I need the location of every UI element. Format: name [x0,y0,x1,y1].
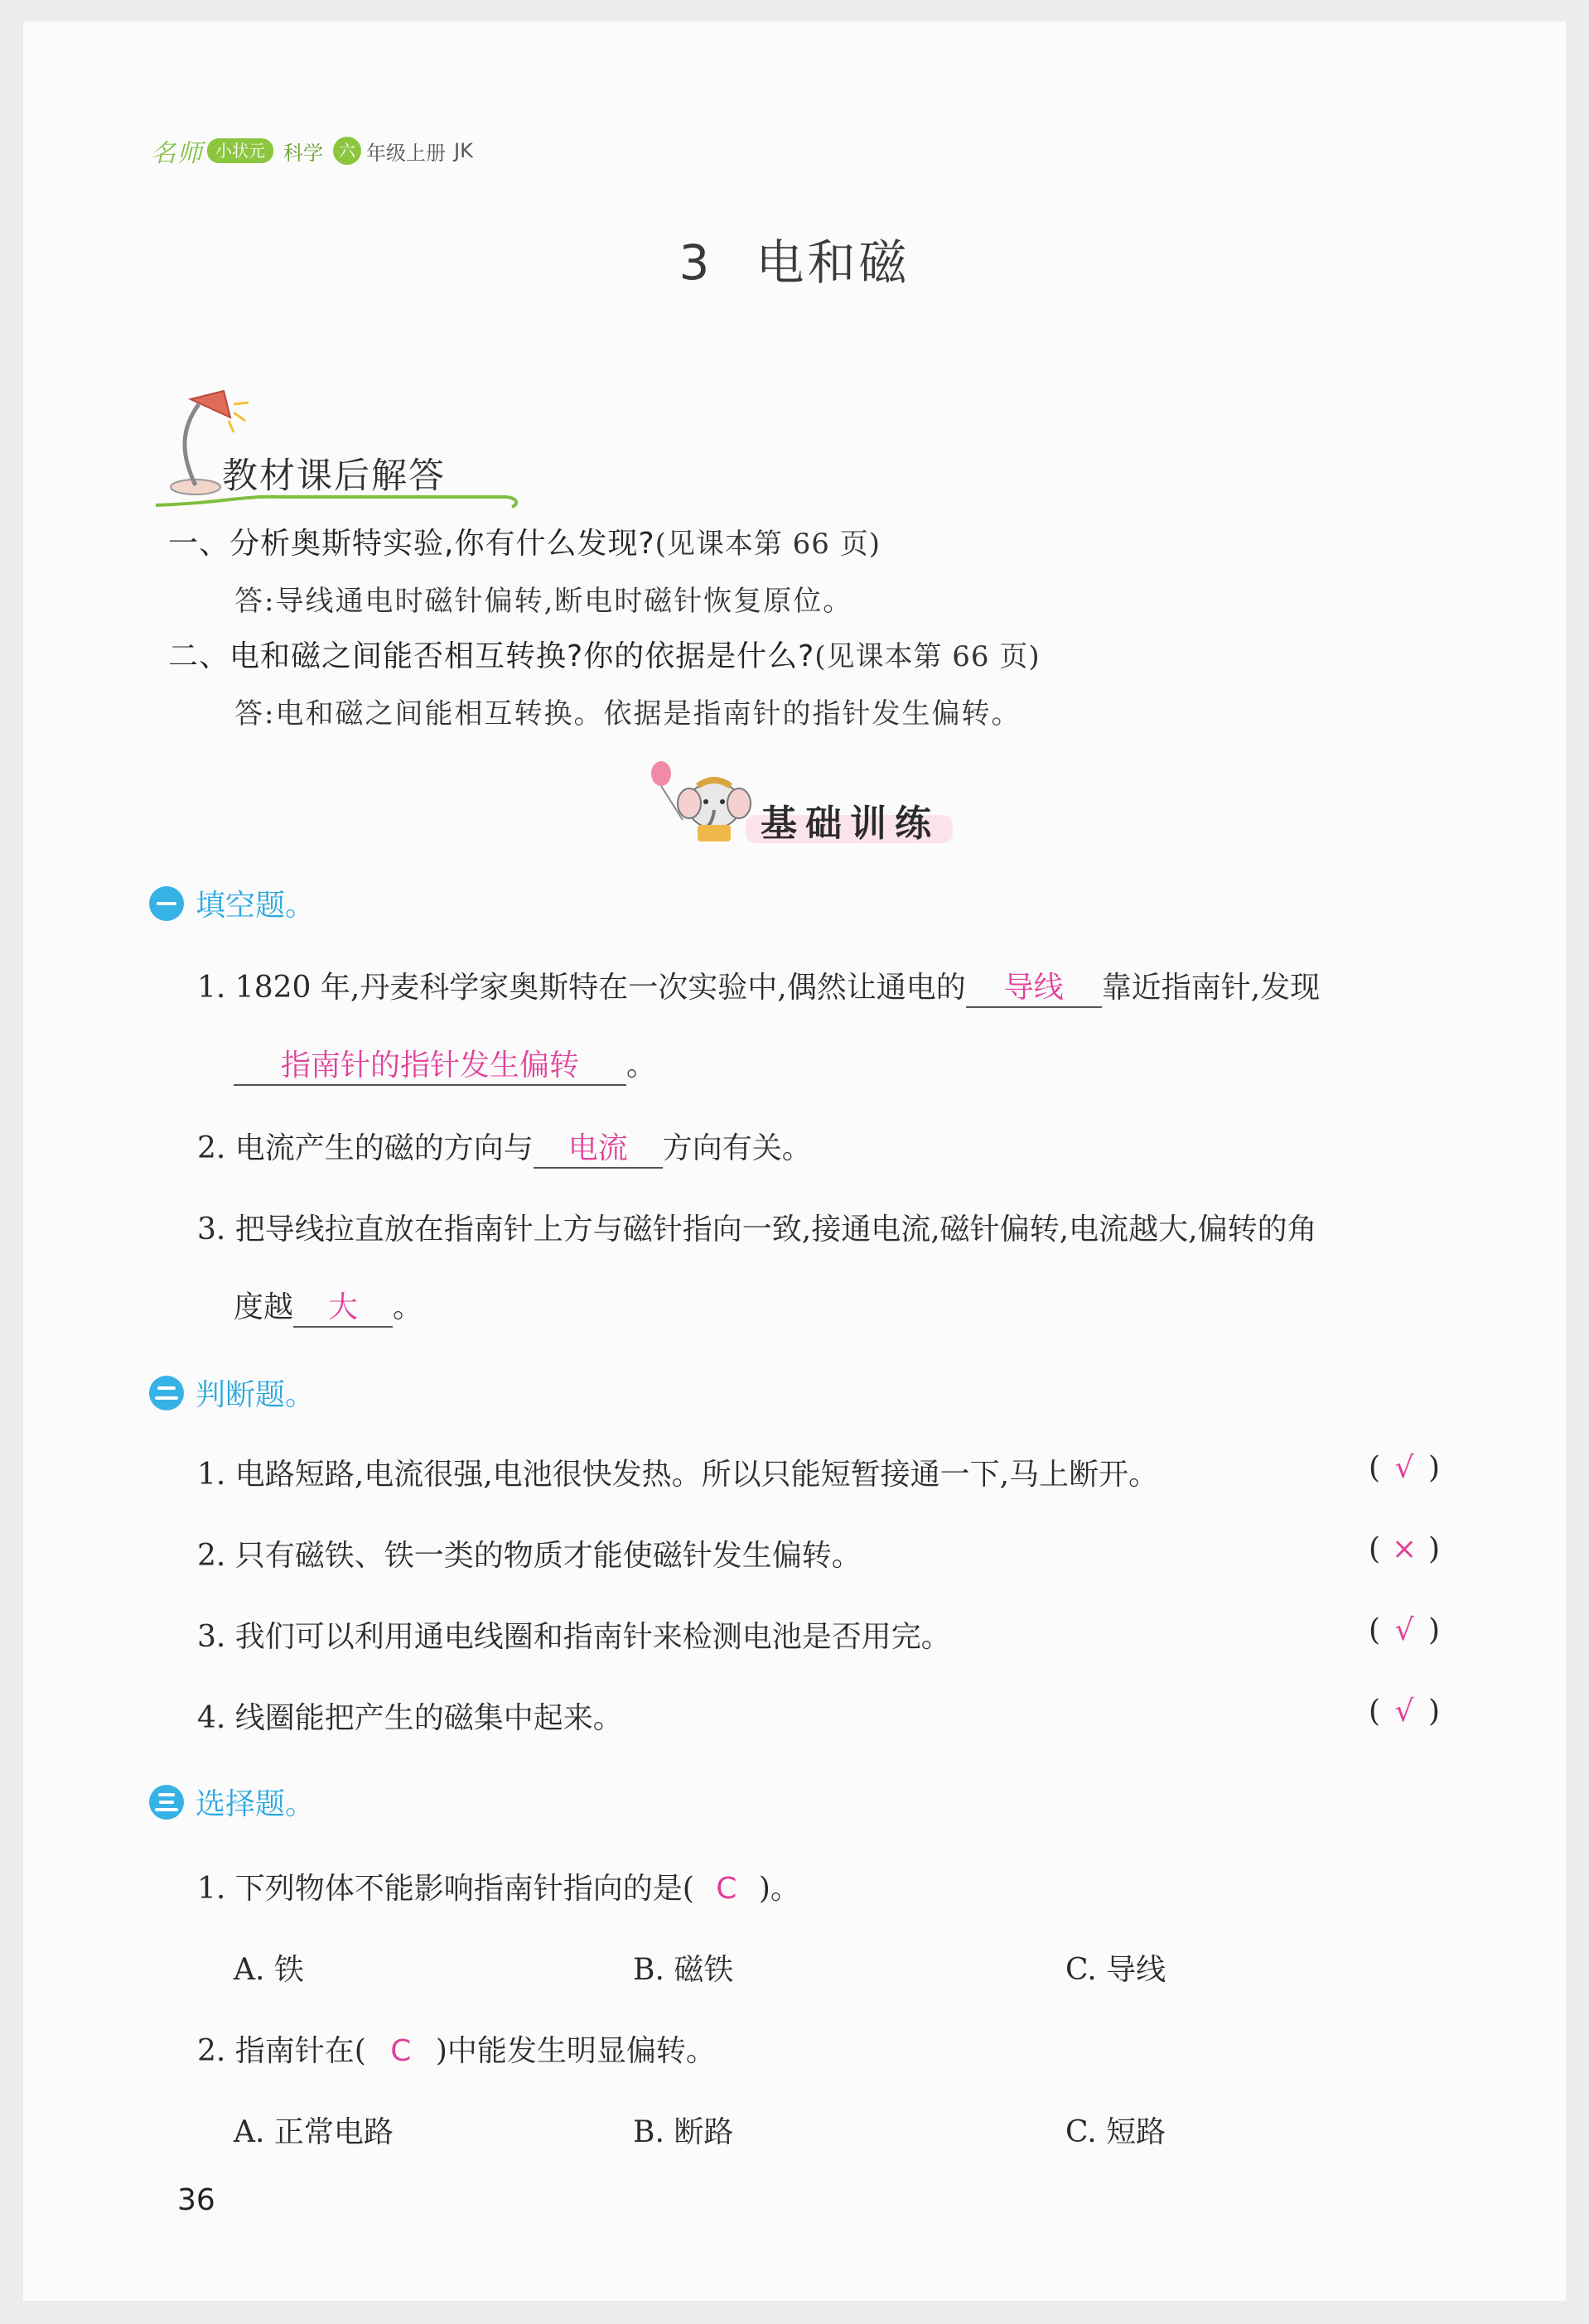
answer-blank[interactable]: 电流 [534,1125,663,1169]
fill-in-q1-line1 [197,964,1320,1008]
question-text: 二、电和磁之间能否相互转换?你的依据是什么? [168,639,815,673]
fill-in-q2 [197,1125,812,1169]
choice-q2-option-c: C. 短路 [1065,2115,1166,2149]
judge-item-1: 1. 电路短路,电流很强,电池很快发热。所以只能短暂接通一下,马上断开。 [197,1458,1159,1492]
choice-q2 [197,2027,716,2070]
answer-mark: × [1391,1532,1418,1566]
punctuation: 。 [626,1049,657,1082]
judge-heading [149,1372,315,1414]
answer-blank[interactable]: 大 [293,1284,393,1328]
question-text: 2. 电流产生的磁的方向与 [197,1131,534,1165]
judge-answer-3[interactable]: ( √ ) [1369,1613,1441,1647]
page-reference: (见课本第 66 页) [814,640,1041,673]
choice-heading [149,1781,315,1823]
question-text: 一、分析奥斯特实验,你有什么发现? [168,527,655,561]
fill-in-q3-line1: 3. 把导线拉直放在指南针上方与磁针指向一致,接通电流,磁针偏转,电流越大,偏转的角 [197,1213,1317,1246]
question-text: 靠近指南针,发现 [1101,971,1321,1005]
section-number-one-icon [149,886,184,921]
answer-blank[interactable]: 指南针的指针发生偏转 [234,1042,626,1086]
fill-in-heading [149,882,315,924]
choice-q2-option-b: B. 断路 [633,2115,734,2149]
fill-in-label: 填空题。 [196,889,316,923]
question-text: 度越 [234,1290,294,1324]
elephant-balloon-icon [646,755,762,846]
section-number-two-icon [149,1376,184,1410]
lesson-title [0,224,1589,293]
choice-q2-option-a: A. 正常电路 [234,2115,394,2149]
judge-answer-1[interactable]: ( √ ) [1369,1451,1441,1485]
answer-mark: √ [1394,1695,1414,1729]
textbook-question-2 [168,633,1041,675]
choice-label: 选择题。 [196,1787,316,1821]
judge-item-3: 3. 我们可以利用通电线圈和指南针来检测电池是否用完。 [197,1620,951,1654]
question-text: 1. 1820 年,丹麦科学家奥斯特在一次实验中,偶然让通电的 [197,971,966,1005]
basic-training-title: 基础训练 [761,803,939,845]
textbook-answer-2: 答:电和磁之间能相互转换。依据是指南针的指针发生偏转。 [234,697,1022,730]
answer-mark: √ [1394,1613,1414,1647]
question-text: 1. 下列物体不能影响指南针指向的是( [197,1872,694,1906]
series-header [151,133,473,169]
brand-bubble: 小状元 [207,138,273,163]
choice-answer[interactable]: C [390,2034,412,2068]
page-number: 36 [177,2183,215,2217]
answer-blank[interactable]: 导线 [966,964,1102,1008]
grade-badge: 六 [333,137,361,165]
page-reference: (见课本第 66 页) [654,528,881,561]
question-text: )中能发生明显偏转。 [435,2034,716,2068]
judge-answer-4[interactable]: ( √ ) [1369,1695,1441,1729]
textbook-answer-1: 答:导线通电时磁针偏转,断电时磁针恢复原位。 [234,585,853,618]
choice-q1-option-a: A. 铁 [234,1953,304,1987]
judge-item-2: 2. 只有磁铁、铁一类的物质才能使磁针发生偏转。 [197,1539,862,1573]
judge-answer-2[interactable]: ( × ) [1369,1532,1441,1566]
lesson-name: 电和磁 [756,234,910,291]
grade-suffix: 年级上册 [366,141,446,165]
fill-in-q1-line2 [234,1042,656,1086]
subject-label: 科学 [283,141,323,165]
punctuation: 。 [393,1290,423,1324]
choice-q1-option-c: C. 导线 [1065,1953,1166,1987]
section-number-three-icon [149,1785,184,1820]
lesson-number: 3 [679,234,713,291]
textbook-question-1 [168,520,881,562]
choice-answer[interactable]: C [716,1872,737,1906]
edition-label: JK [454,139,473,162]
choice-q1-option-b: B. 磁铁 [633,1953,734,1987]
fill-in-q3-line2 [234,1284,423,1328]
choice-q1 [197,1865,800,1907]
question-text: )。 [758,1872,800,1906]
judge-item-4: 4. 线圈能把产生的磁集中起来。 [197,1701,623,1735]
question-text: 2. 指南针在( [197,2034,366,2068]
question-text: 方向有关。 [662,1131,812,1165]
answer-mark: √ [1394,1451,1414,1485]
textbook-answers-title: 教材课后解答 [222,456,446,497]
judge-label: 判断题。 [196,1378,316,1412]
brand-name: 名师 [151,139,204,168]
